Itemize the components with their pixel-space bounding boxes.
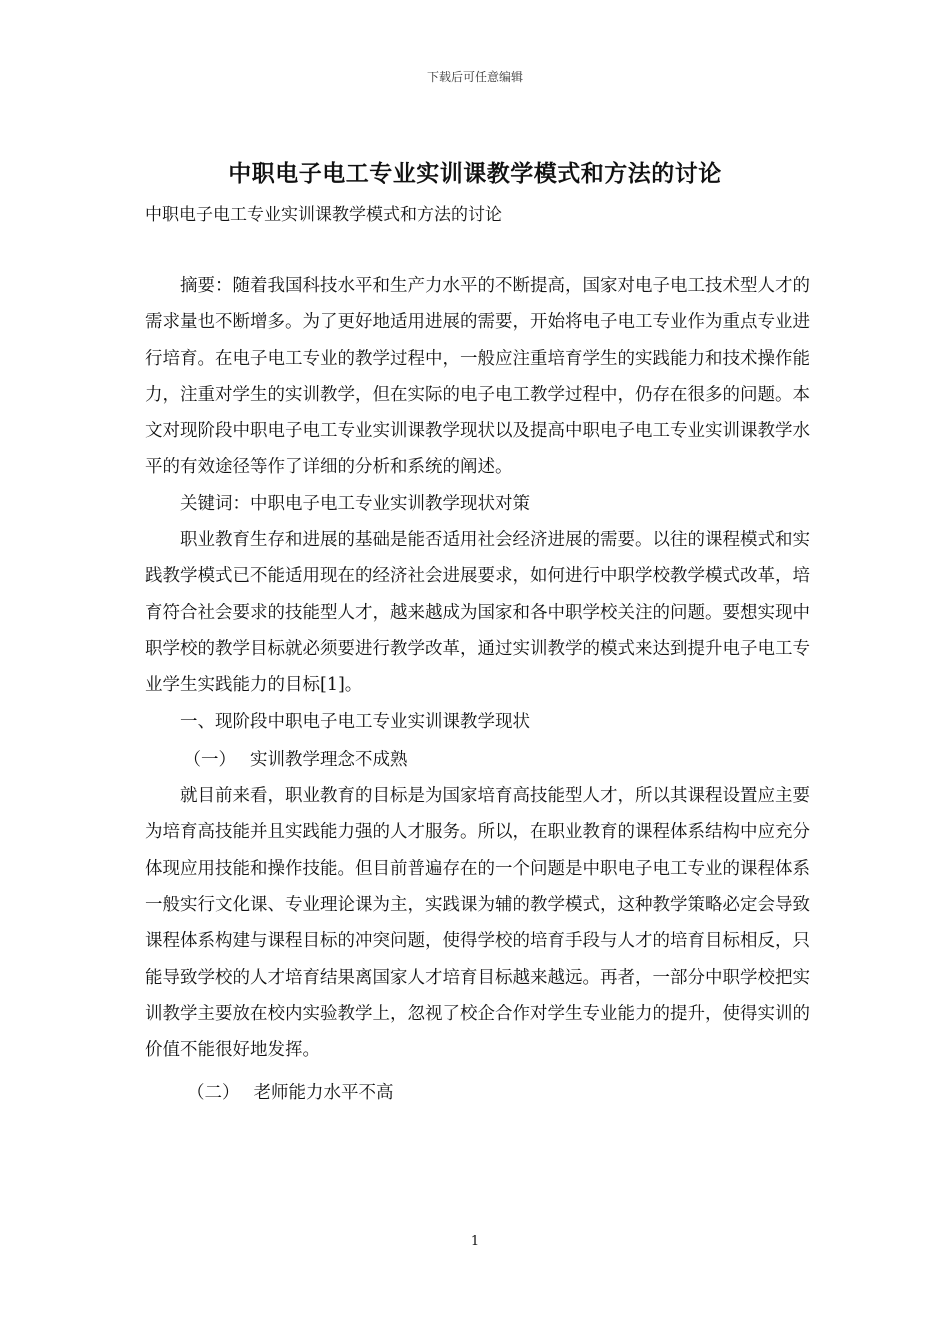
keywords-paragraph: 关键词：中职电子电工专业实训教学现状对策 — [180, 493, 530, 514]
subsection-title-1: 实训教学理念不成熟 — [250, 749, 408, 770]
intro-paragraph: 职业教育生存和进展的基础是能否适用社会经济进展的需要。以往的课程模式和实践教学模式已不能适用现在的经济社会进展要求，如何进行中职学校教学模式改革，培育符合社会要求的技能型人才，越来越成为国家和各中职学校关注的问题。要想实现中职学校的教学目标就必须要进行教学改革，通过实训教学的模式来达到提升电子电工专业学生实践能力的目标[1]。 — [145, 530, 810, 696]
abstract-paragraph: 摘要：随着我国科技水平和生产力水平的不断提高，国家对电子电工技术型人才的需求量也不断增多。为了更好地适用进展的需要，开始将电子电工专业作为重点专业进行培育。在电子电工专业的教学过程中，一般应注重培育学生的实践能力和技术操作能力，注重对学生的实训教学，但在实际的电子电工教学过程中，仍存在很多的问题。本文对现阶段中职电子电工专业实训课教学现状以及提高中职电子电工专业实训课教学水平的有效途径等作了详细的分析和系统的阐述。 — [145, 276, 810, 478]
subsection-heading-1 — [145, 742, 810, 778]
section-heading-1: 一、现阶段中职电子电工专业实训课教学现状 — [180, 711, 530, 732]
subsection-heading-2 — [145, 1075, 810, 1111]
subsection-title-2: 老师能力水平不高 — [253, 1082, 394, 1103]
subsection-number-1: （一） — [183, 749, 236, 770]
page-number: 1 — [470, 1234, 480, 1249]
document-body — [145, 268, 810, 1111]
subsection-body-1: 就目前来看，职业教育的目标是为国家培育高技能型人才，所以其课程设置应主要为培育高技能并且实践能力强的人才服务。所以，在职业教育的课程体系结构中应充分体现应用技能和操作技能。但目前普遍存在的一个问题是中职电子电工专业的课程体系一般实行文化课、专业理论课为主，实践课为辅的教学模式，这种教学策略必定会导致课程体系构建与课程目标的冲突问题，使得学校的培育手段与人才的培育目标相反，只能导致学校的人才培育结果离国家人才培育目标越来越远。再者，一部分中职学校把实训教学主要放在校内实验教学上，忽视了校企合作对学生专业能力的提升，使得实训的价值不能很好地发挥。 — [145, 786, 810, 1061]
document-title: 中职电子电工专业实训课教学模式和方法的讨论 — [228, 161, 722, 187]
header-note: 下载后可任意编辑 — [426, 70, 523, 84]
document-subtitle: 中职电子电工专业实训课教学模式和方法的讨论 — [145, 205, 502, 225]
subsection-number-2: （二） — [187, 1082, 240, 1103]
